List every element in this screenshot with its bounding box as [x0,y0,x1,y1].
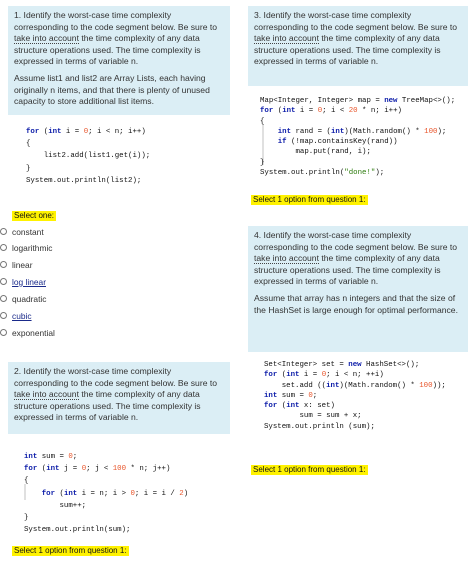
code-token: for [41,489,56,498]
question-2-text: 2. Identify the worst-case time complexity corresponding to the code segment below. Be sure to [14,366,218,388]
code-token: int [264,391,278,400]
radio-icon[interactable] [0,244,7,251]
question-4-assumption: Assume that array has n integers and that the size of the HashSet is large enough for optimal performance. [254,292,458,315]
code-token: ( [55,489,64,498]
code-line [26,150,150,162]
code-token: ); [375,169,385,178]
code-line [264,391,446,401]
code-token: sum = [277,391,309,400]
question-3-text-end: the time complexity of any data structure operations used. The time complexity is expressed in terms of variable n. [254,33,441,67]
code-token: int [277,127,292,136]
question-2-code [24,451,188,536]
code-line [26,138,150,150]
code-token: ( [37,465,47,474]
code-token: 0 [317,107,323,116]
question-1-box [8,6,230,115]
radio-icon[interactable] [0,261,7,268]
code-token: rand = ( [291,127,331,136]
question-3-select-label: Select 1 option from question 1: [253,195,366,204]
code-token: int [24,453,38,461]
code-token: new [348,361,362,369]
code-token: for [24,465,38,474]
code-token: i = n; i > [77,489,131,498]
code-line [260,137,455,147]
question-1-text-end: the time complexity of any data structure operations used. The time complexity is expressed in terms of variable n. [14,33,201,67]
code-token: i = [299,371,322,380]
question-4-select-label: Select 1 option from question 1: [253,465,366,474]
code-line [24,463,188,475]
code-token: ; [312,391,318,400]
radio-icon[interactable] [0,278,7,285]
code-token: } [260,158,265,167]
code-token: ) [183,489,189,498]
code-token: 100 [424,127,438,136]
code-token: ; [72,453,78,461]
code-token: int [282,107,296,116]
option-constant[interactable] [0,226,44,237]
question-4-emphasis: take into account [254,253,319,264]
code-token: "done!" [344,169,376,178]
question-3-text: 3. Identify the worst-case time complexity corresponding to the code segment below. Be sure to [254,10,458,32]
code-token: sum++; [24,501,87,510]
code-token: ; i = i / [134,489,180,498]
code-token: ( [39,128,49,136]
code-token: 0 [68,453,73,461]
code-token: System.out.println(list2); [26,176,142,185]
question-2-box [8,362,230,434]
code-token: ( [277,402,287,411]
code-token: map.put(rand, i); [260,148,371,157]
code-token: 20 [348,107,358,116]
code-token: 0 [83,128,89,136]
code-token: 0 [321,371,327,380]
question-2-emphasis: take into account [14,389,79,400]
radio-icon[interactable] [0,329,7,336]
question-4-text: 4. Identify the worst-case time complexity corresponding to the code segment below. Be sure to [254,230,458,252]
code-line [264,381,446,391]
code-token: for [264,402,278,411]
code-line [264,401,446,411]
code-token: int [46,465,60,474]
code-line [260,158,455,168]
radio-icon[interactable] [0,228,7,235]
option-cubic[interactable] [0,310,32,321]
question-2-select-label: Select 1 option from question 1: [14,546,127,555]
code-token: new [384,97,398,105]
question-1-code [26,126,150,187]
code-line [264,360,446,370]
code-token: Map<Integer, Integer> map = [260,97,385,105]
code-token: * n; i++) [357,107,402,116]
option-label: linear [12,259,33,270]
question-3-prompt [254,10,463,68]
code-token: } [24,514,29,523]
code-token: list2.add(list1.get(i)); [26,152,151,161]
code-token: int [286,402,300,411]
question-2-prompt [14,366,225,424]
code-token: ); [437,127,447,136]
code-token: set.add (( [264,381,327,390]
radio-icon[interactable] [0,312,7,319]
code-line [260,96,455,106]
code-token: i = [295,107,318,116]
code-line [24,451,188,463]
code-line [26,126,150,138]
question-1-select-label: Select one: [14,211,55,220]
code-token: ( [273,107,283,116]
code-token: 0 [308,391,313,400]
option-exponential[interactable] [0,327,55,338]
code-token: 100 [419,381,433,390]
code-token: 100 [112,465,127,474]
code-line [24,512,188,524]
code-token: int [330,127,345,136]
code-token: * n; j++) [126,465,171,474]
code-line [264,411,446,421]
code-line [260,127,455,137]
code-line [24,524,188,536]
code-token: TreeMap<>(); [397,97,456,105]
code-token: j = [59,465,82,474]
question-3-emphasis: take into account [254,33,319,44]
code-line [24,488,188,500]
code-token: HashSet<>(); [361,361,420,369]
code-token: } [26,164,31,173]
question-1-text: 1. Identify the worst-case time complexity corresponding to the code segment below. Be sure to [14,10,218,32]
option-log-linear[interactable] [0,276,46,287]
code-line [26,175,150,187]
code-token: sum = [37,453,69,461]
radio-icon[interactable] [0,295,7,302]
code-line [24,475,188,487]
question-4-box [248,226,468,352]
code-line [260,117,455,127]
code-token: ( [277,371,287,380]
code-line [26,163,150,175]
question-3-box [248,6,468,86]
code-token: sum = sum + x; [264,412,362,421]
code-token: (!map.containsKey(rand)) [286,138,398,147]
code-token: 2 [179,489,184,498]
code-token [260,138,278,146]
question-4-text-end: the time complexity of any data structure operations used. The time complexity is expressed in terms of variable n. [254,253,441,287]
code-token: System.out.println (sum); [264,422,375,431]
question-1-prompt [14,10,225,68]
code-token: )(Math.random() * [344,127,425,136]
code-token: ; i < [322,107,349,116]
question-4-prompt [254,230,463,288]
code-token: int [48,128,62,136]
option-label: exponential [12,327,55,338]
code-line [264,422,446,432]
option-logarithmic[interactable] [0,242,53,253]
code-token [260,128,278,136]
option-label: constant [12,226,44,237]
code-token: int [326,381,340,390]
option-label: quadratic [12,293,47,304]
code-line [260,168,455,178]
question-3-code [260,96,455,178]
code-token: { [24,477,29,486]
code-token: )(Math.random() * [339,381,420,390]
code-token: Set<Integer> set = [264,361,349,369]
code-token: int [63,489,78,498]
code-token: i = [61,128,84,136]
question-4-code [264,360,446,432]
option-quadratic[interactable] [0,293,46,304]
code-token: x: set) [299,402,335,411]
code-line [264,370,446,380]
option-label: logarithmic [12,242,53,253]
code-token: 0 [130,489,135,498]
code-token: System.out.println(sum); [24,526,131,535]
code-token: System.out.println( [260,169,345,178]
question-2-text-end: the time complexity of any data structure operations used. The time complexity is expressed in terms of variable n. [14,389,201,423]
code-token: { [26,140,31,149]
code-token: int [286,371,300,380]
code-token: ; i < n; i++) [88,128,146,136]
code-token: { [260,117,265,126]
code-token [24,490,42,498]
option-label: cubic [12,310,32,321]
code-token: for [260,107,274,116]
option-linear[interactable] [0,259,32,270]
code-token: ; i < n; ++i) [326,371,384,380]
option-label: log linear [12,276,46,287]
code-line [24,500,188,512]
code-line [260,106,455,116]
code-token: for [26,128,40,136]
question-1-emphasis: take into account [14,33,79,44]
code-token: 0 [81,465,87,474]
code-line [260,147,455,157]
question-1-assumption: Assume list1 and list2 are Array Lists, each having originally n items, and that there is plenty of unused capacity to store additional list items. [14,72,210,107]
code-token: )); [432,381,446,390]
code-token: for [264,371,278,380]
code-token: ; j < [86,465,113,474]
code-token: if [277,138,287,147]
